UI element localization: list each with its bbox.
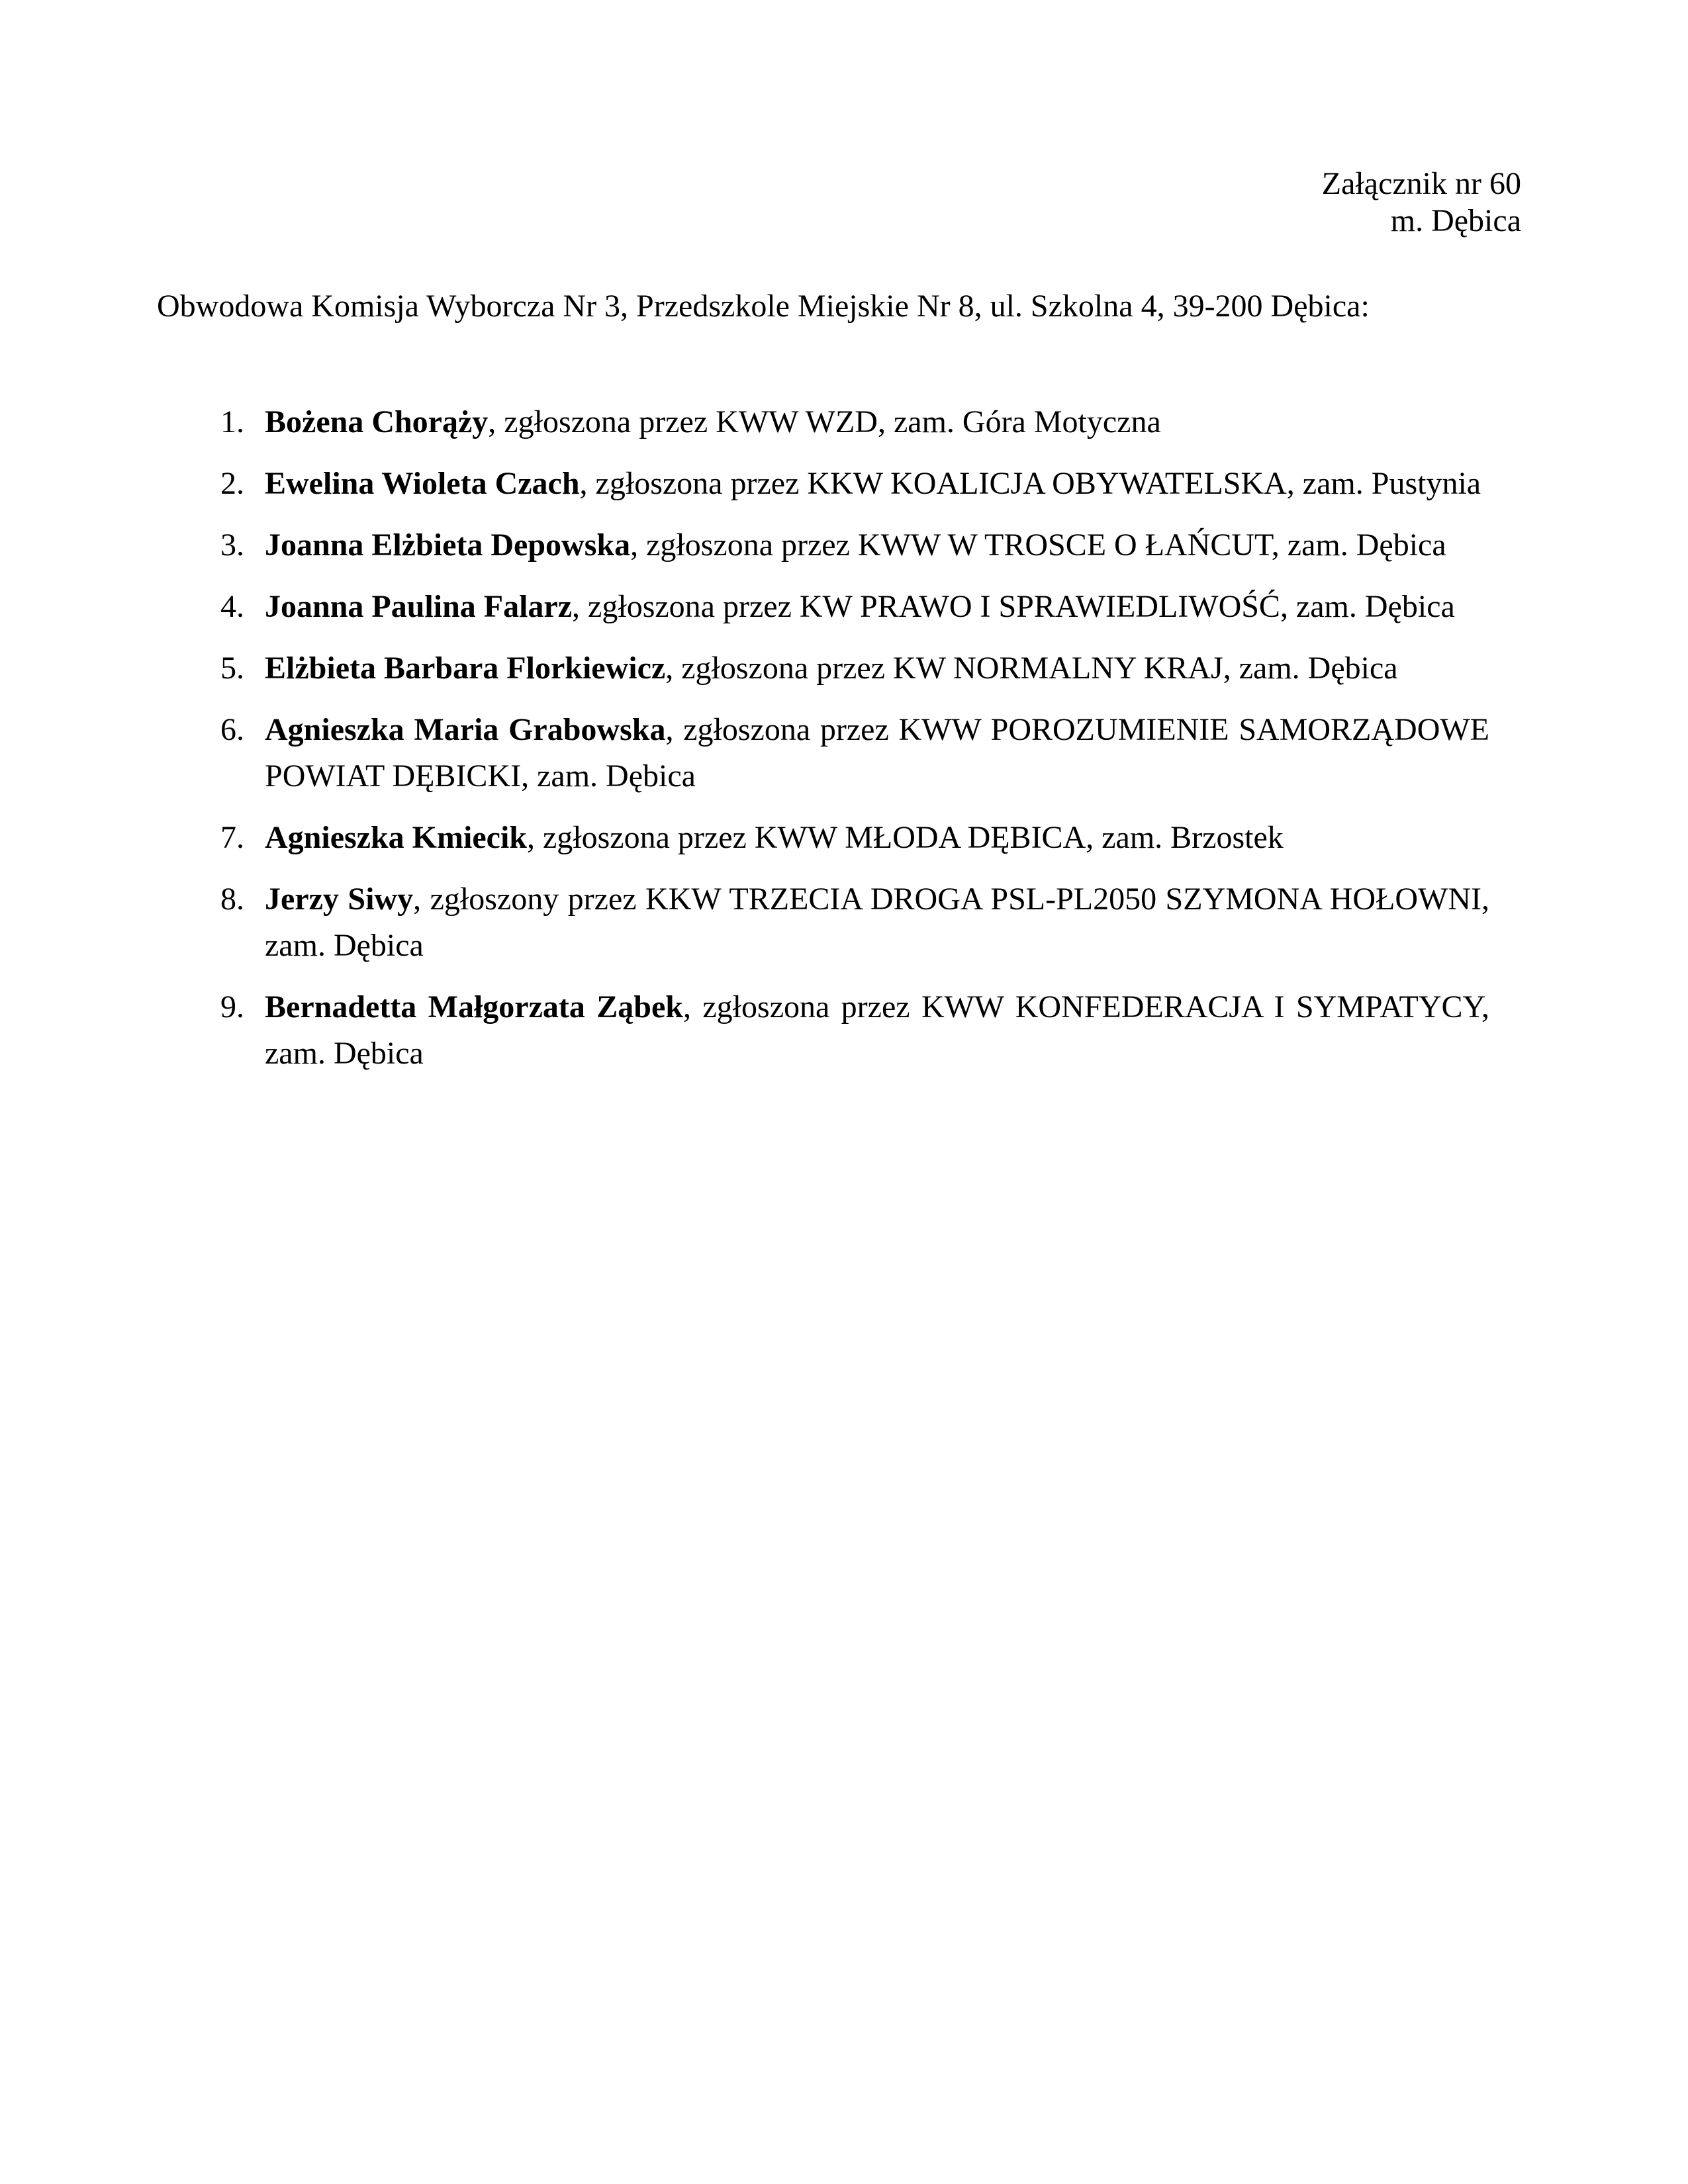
member-entry-line (265, 707, 1489, 753)
member-details: , zgłoszona przez KKW KOALICJA OBYWATELSKA, zam. Pustynia (579, 466, 1481, 501)
member-details: , zgłoszona przez KW NORMALNY KRAJ, zam. Dębica (665, 651, 1398, 686)
list-item (220, 707, 1489, 799)
list-item-number: 6. (220, 712, 244, 747)
member-details: , zgłoszona przez KWW W TROSCE O ŁAŃCUT, zam. Dębica (630, 527, 1446, 563)
member-details: , zgłoszona przez KW PRAWO I SPRAWIEDLIWOŚĆ, zam. Dębica (572, 589, 1455, 624)
member-entry-line (265, 399, 1489, 445)
member-entry-line (265, 522, 1489, 569)
member-name: Bernadetta Małgorzata Ząbek (265, 989, 683, 1024)
list-item-number: 8. (220, 882, 244, 917)
list-item-number: 5. (220, 651, 244, 686)
member-entry-line (265, 984, 1489, 1030)
member-details: , zgłoszona przez KWW MŁODA DĘBICA, zam. Brzostek (526, 820, 1284, 855)
list-item (220, 984, 1489, 1077)
list-item-text (265, 984, 1489, 1077)
member-details: , zgłoszony przez KKW TRZECIA DROGA PSL-PL2050 SZYMONA HOŁOWNI, (413, 882, 1490, 917)
member-name: Ewelina Wioleta Czach (265, 466, 580, 501)
member-name: Joanna Paulina Falarz (265, 589, 573, 624)
member-details: , zgłoszona przez KWW POROZUMIENIE SAMORZĄDOWE (665, 712, 1489, 747)
list-item (220, 522, 1489, 569)
list-item-text (265, 399, 1489, 445)
list-item (220, 399, 1489, 445)
member-entry-line (265, 584, 1489, 630)
list-item-number: 3. (220, 527, 244, 563)
annex-number: Załącznik nr 60 (1321, 166, 1521, 201)
list-item-text (265, 645, 1489, 692)
member-details-continued: POWIAT DĘBICKI, zam. Dębica (265, 758, 696, 794)
list-item (220, 584, 1489, 630)
member-details-continued: zam. Dębica (265, 928, 424, 963)
member-entry-line (265, 461, 1489, 507)
annex-note (1322, 165, 1521, 240)
member-name: Elżbieta Barbara Florkiewicz (265, 651, 666, 686)
list-item (220, 461, 1489, 507)
list-item-text (265, 876, 1489, 969)
member-entry-line (265, 645, 1489, 692)
list-item-text (265, 584, 1489, 630)
member-entry-line (265, 815, 1489, 861)
member-details: , zgłoszona przez KWW WZD, zam. Góra Motyczna (488, 404, 1161, 439)
member-name: Agnieszka Kmiecik (265, 820, 527, 855)
list-item (220, 645, 1489, 692)
member-entry-line (265, 876, 1489, 923)
list-item (220, 876, 1489, 969)
list-item-number: 7. (220, 820, 244, 855)
list-item-number: 2. (220, 466, 244, 501)
member-name: Joanna Elżbieta Depowska (265, 527, 631, 563)
list-item-number: 1. (220, 404, 244, 439)
commission-heading: Obwodowa Komisja Wyborcza Nr 3, Przedszkole Miejskie Nr 8, ul. Szkolna 4, 39-200 Dębica: (157, 289, 1370, 324)
member-list (220, 399, 1489, 1092)
annex-municipality: m. Dębica (1390, 203, 1521, 238)
list-item-number: 9. (220, 989, 244, 1024)
list-item-text (265, 707, 1489, 799)
member-name: Jerzy Siwy (265, 882, 414, 917)
member-name: Agnieszka Maria Grabowska (265, 712, 666, 747)
list-item (220, 815, 1489, 861)
list-item-text (265, 815, 1489, 861)
member-details-continued: zam. Dębica (265, 1036, 424, 1071)
member-details: , zgłoszona przez KWW KONFEDERACJA I SYMPATYCY, (683, 989, 1490, 1024)
list-item-number: 4. (220, 589, 244, 624)
list-item-text (265, 461, 1489, 507)
member-name: Bożena Chorąży (265, 404, 489, 439)
list-item-text (265, 522, 1489, 569)
